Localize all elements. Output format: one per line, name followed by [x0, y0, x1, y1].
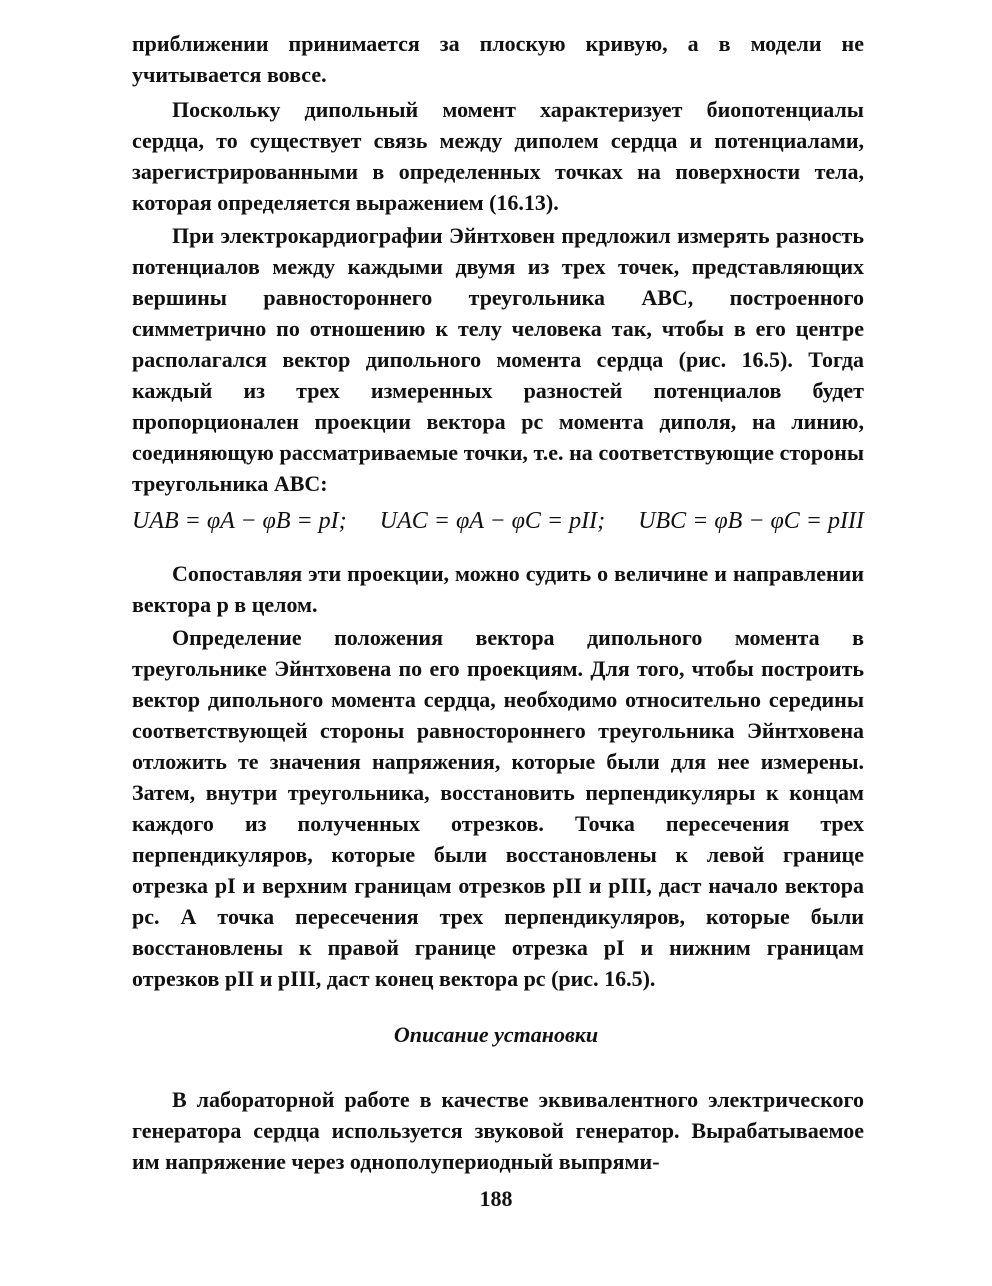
paragraph-3: При электрокардиографии Эйнтховен предложил измерять разность потенциалов между каждыми двумя из трех точек, представляющих вершины равностороннего треугольника ABC, построенного симметрично по отношению к телу человека так, чтобы в его центре располагался вектор дипольного момента сердца (рис. 16.5). Тогда каждый из трех измеренных разностей потенциалов будет пропорционален проекции вектора pc момента диполя, на линию, соединяющую рассматриваемые точки, т.е. на соответствующие стороны треугольника ABC: [132, 223, 864, 496]
page-number: 188 [479, 1186, 513, 1211]
paragraph-5-heading: Определение положения вектора дипольного момента в треугольнике Эйнтховена по его проекциям. [132, 625, 864, 681]
formula-uac: UAC = φA − φC = pII; [379, 508, 606, 534]
paragraph-5 [132, 622, 864, 994]
formula-uab: UAB = φA − φB = pI; [132, 508, 347, 534]
paragraph-6: В лабораторной работе в качестве эквивалентного электрического генератора сердца используется звуковой генератор. Вырабатываемое им напряжение через однополупериодный выпрями- [132, 1087, 864, 1174]
paragraph-4: Сопоставляя эти проекции, можно судить о величине и направлении вектора p в целом. [132, 561, 864, 617]
section-heading: Описание установки [393, 1022, 599, 1047]
paragraph-1: приближении принимается за плоскую кривую, а в модели не учитывается вовсе. [132, 31, 864, 87]
einthoven-formula [132, 508, 864, 535]
formula-ubc: UBC = φB − φC = pIII [638, 508, 864, 534]
paragraph-2: Поскольку дипольный момент характеризует биопотенциалы сердца, то существует связь между диполем сердца и потенциалами, зарегистрированными в определенных точках на поверхности тела, которая определяется выражением (16.13). [132, 97, 864, 215]
paragraph-5-text: Для того, чтобы построить вектор дипольного момента сердца, необходимо относительно середины соответствующей стороны равностороннего треугольника Эйнтховена отложить те значения напряжения, которые были для нее измерены. Затем, внутри треугольника, восстановить перпендикуляры к концам каждого из полученных отрезков. Точка пересечения трех перпендикуляров, которые были восстановлены к левой границе отрезка pI и верхним границам отрезков pII и pIII, даст начало вектора pc. А точка пересечения трех перпендикуляров, которые были восстановлены к правой границе отрезка pI и нижним границам отрезков pII и pIII, даст конец вектора pc (рис. 16.5). [132, 656, 865, 991]
